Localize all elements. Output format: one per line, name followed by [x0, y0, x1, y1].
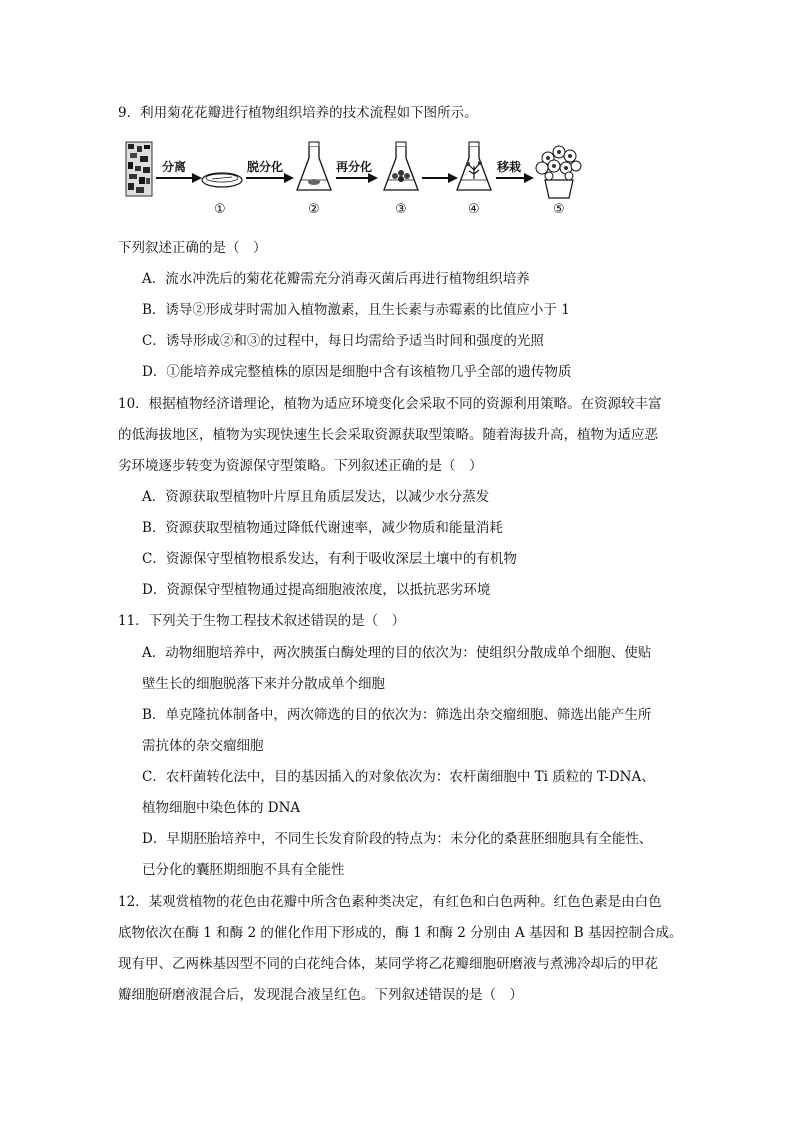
q10-stem-line-1: 10．根据植物经济谱理论，植物为适应环境变化会采取不同的资源利用策略。在资源较丰富 — [118, 396, 662, 412]
q10-stem-line-3: 劣环境逐步转变为资源保守型策略。下列叙述正确的是（ ） — [118, 458, 483, 474]
tissue-culture-flow-diagram — [122, 136, 582, 224]
q10-option-b: B．资源获取型植物通过降低代谢速率，减少物质和能量消耗 — [142, 520, 503, 536]
q10-option-d: D．资源保守型植物通过提高细胞液浓度，以抵抗恶劣环境 — [142, 582, 491, 598]
flow-label-isolation: 分离 — [162, 160, 187, 174]
stage-number-4: ④ — [468, 202, 480, 217]
q12-stem-line-2: 底物依次在酶 1 和酶 2 的催化作用下形成的，酶 1 和酶 2 分别由 A 基因和 B 基因控制合成。 — [118, 925, 683, 941]
petri-dish-stage-1 — [202, 173, 242, 187]
q10-stem-line-2: 的低海拔地区，植物为实现快速生长会采取资源获取型策略。随着海拔升高，植物为适应恶 — [118, 427, 658, 443]
q11-option-c-line-2: 植物细胞中染色体的 DNA — [142, 800, 301, 816]
q11-option-a-line-2: 壁生长的细胞脱落下来并分散成单个细胞 — [142, 676, 385, 692]
flask-stage-2 — [297, 142, 331, 190]
flow-diagram-graphic — [122, 136, 582, 224]
flask-stage-4 — [457, 142, 491, 190]
flow-label-redifferentiation: 再分化 — [336, 160, 373, 174]
q12-stem-line-4: 瓣细胞研磨液混合后，发现混合液呈红色。下列叙述错误的是（ ） — [118, 987, 523, 1003]
q11-option-d-line-2: 已分化的囊胚期细胞不具有全能性 — [142, 862, 345, 878]
q9-option-b: B．诱导②形成芽时需加入植物激素，且生长素与赤霉素的比值应小于 1 — [142, 302, 570, 318]
stage-number-2: ② — [308, 202, 320, 217]
q11-option-c-line-1: C．农杆菌转化法中，目的基因插入的对象依次为：农杆菌细胞中 Ti 质粒的 T-DNA、 — [142, 769, 655, 785]
q10-option-c: C．资源保守型植物根系发达，有利于吸收深层土壤中的有机物 — [142, 551, 517, 567]
q11-stem: 11．下列关于生物工程技术叙述错误的是（ ） — [118, 613, 406, 629]
q11-option-d-line-1: D．早期胚胎培养中，不同生长发育阶段的特点为：未分化的桑葚胚细胞具有全能性、 — [142, 831, 653, 847]
q11-option-a-line-1: A．动物细胞培养中，两次胰蛋白酶处理的目的依次为：使组织分散成单个细胞、使贴 — [142, 645, 652, 661]
stage-number-3: ③ — [395, 202, 407, 217]
q11-option-b-line-1: B．单克隆抗体制备中，两次筛选的目的依次为：筛选出杂交瘤细胞、筛选出能产生所 — [142, 707, 652, 723]
q9-option-c: C．诱导形成②和③的过程中，每日均需给予适当时间和强度的光照 — [142, 333, 544, 349]
flask-stage-3 — [384, 142, 418, 190]
potted-chrysanthemum-stage-5 — [536, 146, 581, 198]
stage-number-5: ⑤ — [553, 202, 565, 217]
flow-label-dedifferentiation: 脱分化 — [247, 160, 284, 174]
stage-number-1: ① — [214, 202, 226, 217]
q9-option-d: D．①能培养成完整植株的原因是细胞中含有该植物几乎全部的遗传物质 — [142, 364, 572, 380]
q10-option-a: A．资源获取型植物叶片厚且角质层发达，以减少水分蒸发 — [142, 489, 490, 505]
q12-stem-line-3: 现有甲、乙两株基因型不同的白花纯合体，某同学将乙花瓣细胞研磨液与煮沸冷却后的甲花 — [118, 956, 658, 972]
q9-stem: 9．利用菊花花瓣进行植物组织培养的技术流程如下图所示。 — [118, 105, 478, 121]
q12-stem-line-1: 12．某观赏植物的花色由花瓣中所含色素种类决定，有红色和白色两种。红色色素是由白色 — [118, 894, 662, 910]
q9-prompt: 下列叙述正确的是（ ） — [118, 240, 267, 256]
q9-option-a: A．流水冲洗后的菊花花瓣需充分消毒灭菌后再进行植物组织培养 — [142, 271, 530, 287]
q11-option-b-line-2: 需抗体的杂交瘤细胞 — [142, 738, 264, 754]
petal-photo — [126, 142, 152, 196]
flow-label-transplant: 移栽 — [497, 160, 522, 174]
